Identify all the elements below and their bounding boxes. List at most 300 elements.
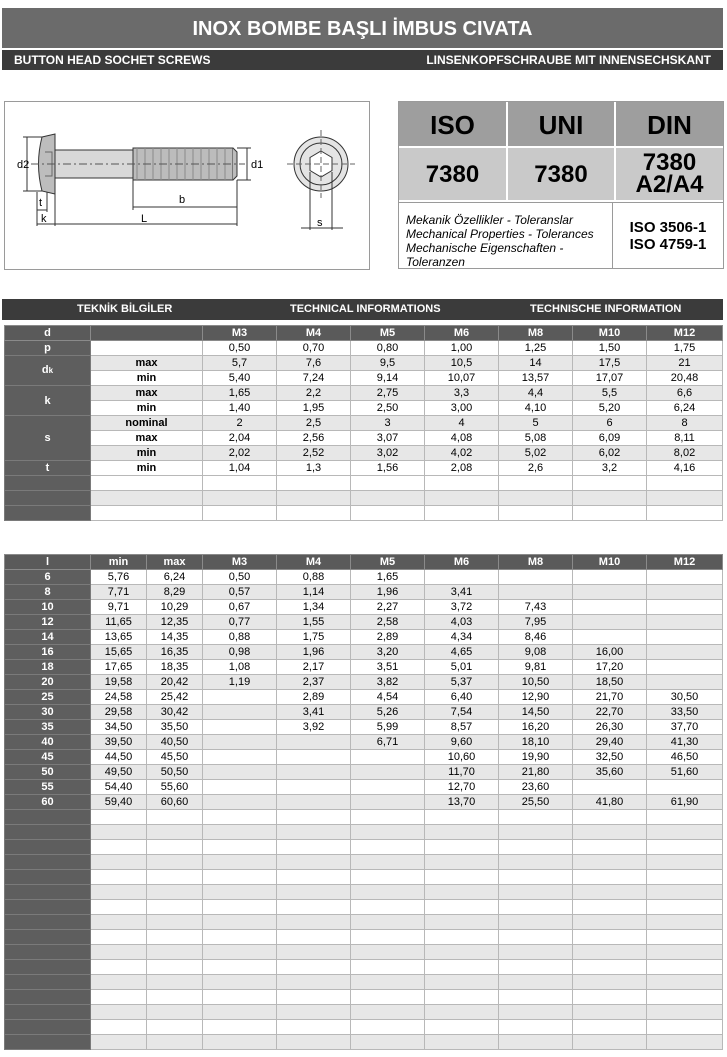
table-cell: 2,58 [351, 615, 425, 630]
empty-cell [147, 990, 203, 1005]
table-cell: 1,14 [277, 585, 351, 600]
table-cell: 14,35 [147, 630, 203, 645]
table-cell: 8,02 [647, 446, 723, 461]
empty-row [5, 945, 723, 960]
table-cell: 7,54 [425, 705, 499, 720]
table-cell: 5,40 [203, 371, 277, 386]
empty-cell [425, 476, 499, 491]
empty-cell [277, 506, 351, 521]
length-label: 60 [5, 795, 91, 810]
table-cell: 18,35 [147, 660, 203, 675]
empty-cell [147, 915, 203, 930]
empty-row [5, 915, 723, 930]
table-cell: 25,42 [147, 690, 203, 705]
table-cell: 30,50 [647, 690, 723, 705]
table-cell: 44,50 [91, 750, 147, 765]
empty-cell [147, 945, 203, 960]
length-label: 40 [5, 735, 91, 750]
empty-cell [351, 975, 425, 990]
table-cell: 2 [203, 416, 277, 431]
table-cell [499, 585, 573, 600]
empty-cell [647, 1005, 723, 1020]
table-cell: 1,00 [425, 341, 499, 356]
header-cell-d: d [5, 326, 91, 341]
table-cell: 41,30 [647, 735, 723, 750]
empty-cell [91, 930, 147, 945]
empty-cell [203, 975, 277, 990]
table-cell: 2,50 [351, 401, 425, 416]
empty-cell [425, 900, 499, 915]
empty-label-cell [5, 1005, 91, 1020]
header-cell: M3 [203, 555, 277, 570]
row-label: p [5, 341, 91, 356]
empty-cell [91, 960, 147, 975]
table-cell: 6,71 [351, 735, 425, 750]
empty-cell [425, 945, 499, 960]
empty-cell [647, 1035, 723, 1050]
empty-row [5, 840, 723, 855]
table-row [5, 750, 723, 765]
table-cell: 2,75 [351, 386, 425, 401]
empty-cell [425, 810, 499, 825]
table-cell [351, 765, 425, 780]
table-cell: 29,58 [91, 705, 147, 720]
table-cell: 16,00 [573, 645, 647, 660]
empty-cell [573, 1035, 647, 1050]
label-d2: d2 [17, 159, 30, 171]
length-label: 20 [5, 675, 91, 690]
table-cell: 6,02 [573, 446, 647, 461]
table-cell: 10,50 [499, 675, 573, 690]
table-cell: 4,02 [425, 446, 499, 461]
header-cell: M10 [573, 555, 647, 570]
empty-cell [573, 975, 647, 990]
table-cell: 12,70 [425, 780, 499, 795]
empty-cell [203, 855, 277, 870]
table-cell [203, 750, 277, 765]
table-cell: 3,92 [277, 720, 351, 735]
table-cell: 19,58 [91, 675, 147, 690]
length-label: 16 [5, 645, 91, 660]
table-cell [203, 795, 277, 810]
table-cell: 3,41 [425, 585, 499, 600]
table-cell: 3,00 [425, 401, 499, 416]
table-cell: 21,80 [499, 765, 573, 780]
table-row [5, 446, 723, 461]
length-header-row [5, 555, 723, 570]
table-cell: 21,70 [573, 690, 647, 705]
table-cell [277, 780, 351, 795]
section-label-tr: TEKNİK BİLGİLER [77, 303, 173, 315]
empty-cell [499, 945, 573, 960]
empty-cell [425, 491, 499, 506]
table-cell: 6,24 [647, 401, 723, 416]
table-cell: 1,34 [277, 600, 351, 615]
table-cell: 10,60 [425, 750, 499, 765]
table-cell: 21 [647, 356, 723, 371]
empty-cell [647, 960, 723, 975]
table-cell: 15,65 [91, 645, 147, 660]
length-label: 18 [5, 660, 91, 675]
header-cell: M5 [351, 555, 425, 570]
table-cell: 6,40 [425, 690, 499, 705]
empty-row [5, 990, 723, 1005]
empty-cell [647, 855, 723, 870]
mechanical-properties [399, 202, 613, 268]
empty-cell [277, 1035, 351, 1050]
empty-row [5, 975, 723, 990]
table-cell [647, 615, 723, 630]
table-cell: 1,25 [499, 341, 573, 356]
header-cell-size: M8 [499, 326, 573, 341]
din-value-number: 7380 [642, 149, 697, 176]
header-cell-size: M4 [277, 326, 351, 341]
table-cell: 8 [647, 416, 723, 431]
table-cell: 2,56 [277, 431, 351, 446]
empty-row [5, 870, 723, 885]
table-row [5, 630, 723, 645]
table-cell: 9,60 [425, 735, 499, 750]
empty-cell [573, 1020, 647, 1035]
empty-cell [425, 870, 499, 885]
table-cell: 3,3 [425, 386, 499, 401]
table-cell: 0,98 [203, 645, 277, 660]
empty-cell [573, 825, 647, 840]
table-cell: 1,65 [203, 386, 277, 401]
length-label: 50 [5, 765, 91, 780]
table-cell: 5,20 [573, 401, 647, 416]
empty-cell [499, 915, 573, 930]
table-row [5, 690, 723, 705]
table-row [5, 401, 723, 416]
empty-cell [91, 840, 147, 855]
table-cell: 0,77 [203, 615, 277, 630]
empty-cell [647, 1020, 723, 1035]
empty-cell [277, 990, 351, 1005]
header-cell-size: M6 [425, 326, 499, 341]
length-label: 35 [5, 720, 91, 735]
empty-cell [647, 810, 723, 825]
table-cell: 11,65 [91, 615, 147, 630]
table-cell: 4,16 [647, 461, 723, 476]
table-cell: 18,10 [499, 735, 573, 750]
subtitle-english: BUTTON HEAD SOCHET SCREWS [14, 53, 211, 67]
empty-cell [147, 930, 203, 945]
empty-cell [499, 491, 573, 506]
empty-cell [647, 900, 723, 915]
empty-label-cell [5, 491, 91, 506]
row-label: k [5, 386, 91, 416]
empty-cell [351, 915, 425, 930]
empty-cell [147, 1020, 203, 1035]
empty-cell [91, 945, 147, 960]
table-cell: 40,50 [147, 735, 203, 750]
empty-cell [277, 1020, 351, 1035]
table-cell: 16,20 [499, 720, 573, 735]
empty-cell [91, 855, 147, 870]
table-cell [573, 600, 647, 615]
row-sublabel: min [91, 446, 203, 461]
table-cell: 54,40 [91, 780, 147, 795]
empty-label-cell [5, 960, 91, 975]
empty-cell [499, 825, 573, 840]
table-cell: 9,5 [351, 356, 425, 371]
empty-cell [573, 915, 647, 930]
table-cell: 3 [351, 416, 425, 431]
table-row [5, 371, 723, 386]
label-s: s [317, 217, 323, 229]
table-cell: 1,08 [203, 660, 277, 675]
table-cell [277, 735, 351, 750]
empty-cell [147, 1035, 203, 1050]
table-row [5, 585, 723, 600]
length-label: 55 [5, 780, 91, 795]
empty-cell [147, 810, 203, 825]
table-cell: 0,88 [203, 630, 277, 645]
empty-cell [203, 915, 277, 930]
standard-value-din [616, 148, 723, 200]
table-cell [351, 750, 425, 765]
empty-cell [499, 855, 573, 870]
table-cell [573, 630, 647, 645]
empty-cell [573, 491, 647, 506]
table-cell: 1,19 [203, 675, 277, 690]
empty-cell [91, 491, 203, 506]
empty-cell [647, 491, 723, 506]
table-cell: 3,41 [277, 705, 351, 720]
row-sublabel: min [91, 401, 203, 416]
table-cell: 35,50 [147, 720, 203, 735]
empty-cell [277, 491, 351, 506]
row-sublabel: max [91, 356, 203, 371]
empty-cell [425, 825, 499, 840]
empty-cell [647, 915, 723, 930]
row-label: s [5, 416, 91, 461]
empty-cell [573, 506, 647, 521]
table-cell: 4,34 [425, 630, 499, 645]
empty-cell [203, 870, 277, 885]
empty-cell [91, 1020, 147, 1035]
table-cell [647, 780, 723, 795]
empty-cell [277, 900, 351, 915]
din-value-material: A2/A4 [635, 171, 704, 198]
table-cell: 0,50 [203, 570, 277, 585]
table-cell [203, 765, 277, 780]
table-cell: 4,54 [351, 690, 425, 705]
empty-label-cell [5, 990, 91, 1005]
empty-label-cell [5, 855, 91, 870]
empty-cell [573, 855, 647, 870]
empty-cell [147, 1005, 203, 1020]
length-label: 14 [5, 630, 91, 645]
empty-cell [351, 810, 425, 825]
table-cell: 7,6 [277, 356, 351, 371]
empty-row [5, 825, 723, 840]
iso-ref-4759: ISO 4759-1 [629, 236, 707, 253]
table-cell [203, 690, 277, 705]
empty-cell [203, 990, 277, 1005]
table-cell: 8,57 [425, 720, 499, 735]
empty-cell [351, 476, 425, 491]
empty-cell [277, 930, 351, 945]
table-cell: 5,01 [425, 660, 499, 675]
table-cell: 1,96 [277, 645, 351, 660]
standard-header-uni: UNI [508, 102, 614, 146]
table-cell: 3,72 [425, 600, 499, 615]
empty-cell [647, 476, 723, 491]
iso-ref-3506: ISO 3506-1 [629, 219, 707, 236]
empty-cell [277, 1005, 351, 1020]
empty-cell [573, 990, 647, 1005]
table-cell [647, 585, 723, 600]
table-cell: 1,40 [203, 401, 277, 416]
empty-cell [91, 885, 147, 900]
empty-cell [277, 870, 351, 885]
table-cell: 13,57 [499, 371, 573, 386]
standard-value-uni: 7380 [508, 148, 614, 200]
table-cell: 23,60 [499, 780, 573, 795]
empty-cell [573, 1005, 647, 1020]
empty-cell [277, 825, 351, 840]
empty-label-cell [5, 1020, 91, 1035]
table-row [5, 356, 723, 371]
table-row [5, 645, 723, 660]
empty-row [5, 855, 723, 870]
table-cell [647, 645, 723, 660]
empty-cell [203, 506, 277, 521]
table-cell: 9,08 [499, 645, 573, 660]
table-cell: 0,67 [203, 600, 277, 615]
table-row [5, 615, 723, 630]
table-cell: 8,11 [647, 431, 723, 446]
table-cell: 7,43 [499, 600, 573, 615]
table-cell [351, 780, 425, 795]
table-row [5, 780, 723, 795]
table-cell: 26,30 [573, 720, 647, 735]
table-cell: 24,58 [91, 690, 147, 705]
table-cell: 32,50 [573, 750, 647, 765]
table-cell: 18,50 [573, 675, 647, 690]
header-cell: M8 [499, 555, 573, 570]
table-cell: 5,37 [425, 675, 499, 690]
table-cell: 8,46 [499, 630, 573, 645]
empty-cell [91, 975, 147, 990]
empty-cell [203, 960, 277, 975]
empty-cell [425, 960, 499, 975]
table-cell: 59,40 [91, 795, 147, 810]
empty-cell [91, 1005, 147, 1020]
empty-cell [203, 900, 277, 915]
empty-cell [147, 900, 203, 915]
empty-cell [573, 870, 647, 885]
empty-cell [351, 840, 425, 855]
empty-cell [499, 840, 573, 855]
empty-cell [425, 1020, 499, 1035]
table-cell: 20,42 [147, 675, 203, 690]
header-cell: l [5, 555, 91, 570]
table-cell: 1,75 [277, 630, 351, 645]
empty-row [5, 885, 723, 900]
empty-cell [425, 506, 499, 521]
table-cell: 14,50 [499, 705, 573, 720]
table-cell: 2,02 [203, 446, 277, 461]
length-label: 45 [5, 750, 91, 765]
empty-cell [91, 990, 147, 1005]
standard-value-iso: 7380 [399, 148, 506, 200]
screw-drawing-svg [5, 102, 369, 269]
empty-label-cell [5, 945, 91, 960]
empty-cell [147, 975, 203, 990]
table-row [5, 570, 723, 585]
empty-label-cell [5, 900, 91, 915]
empty-cell [147, 840, 203, 855]
table-cell: 17,20 [573, 660, 647, 675]
table-cell: 51,60 [647, 765, 723, 780]
empty-cell [277, 855, 351, 870]
table-cell: 12,90 [499, 690, 573, 705]
empty-cell [425, 975, 499, 990]
table-cell: 5,26 [351, 705, 425, 720]
table-cell: 7,95 [499, 615, 573, 630]
dimensions-header-row [5, 326, 723, 341]
table-cell: 5,99 [351, 720, 425, 735]
empty-cell [351, 506, 425, 521]
empty-cell [351, 491, 425, 506]
empty-cell [351, 1035, 425, 1050]
empty-cell [499, 1035, 573, 1050]
table-cell: 17,07 [573, 371, 647, 386]
table-cell [573, 780, 647, 795]
table-cell: 3,02 [351, 446, 425, 461]
empty-cell [203, 1020, 277, 1035]
table-cell: 2,17 [277, 660, 351, 675]
table-row [5, 431, 723, 446]
table-cell: 1,04 [203, 461, 277, 476]
empty-label-cell [5, 1035, 91, 1050]
table-cell: 2,27 [351, 600, 425, 615]
empty-label-cell [5, 840, 91, 855]
empty-cell [647, 506, 723, 521]
table-cell: 10,29 [147, 600, 203, 615]
table-cell [425, 570, 499, 585]
subtitle-german: LINSENKOPFSCHRAUBE MIT INNENSECHSKANT [426, 53, 711, 67]
empty-row [5, 960, 723, 975]
empty-cell [573, 810, 647, 825]
table-row [5, 341, 723, 356]
empty-cell [351, 885, 425, 900]
empty-cell [351, 1020, 425, 1035]
table-cell [203, 780, 277, 795]
table-cell: 5,7 [203, 356, 277, 371]
table-cell [647, 630, 723, 645]
empty-cell [91, 915, 147, 930]
table-cell [203, 720, 277, 735]
empty-cell [203, 945, 277, 960]
row-label: dk [5, 356, 91, 386]
row-sublabel: min [91, 461, 203, 476]
length-label: 10 [5, 600, 91, 615]
label-L: L [141, 213, 148, 225]
table-cell [647, 600, 723, 615]
table-cell: 7,24 [277, 371, 351, 386]
row-sublabel: min [91, 371, 203, 386]
empty-row [5, 1020, 723, 1035]
table-cell: 7,71 [91, 585, 147, 600]
empty-cell [203, 491, 277, 506]
mechanical-line-tr: Mekanik Özellikler - Toleranslar [406, 213, 573, 227]
table-cell: 4,08 [425, 431, 499, 446]
table-cell: 0,50 [203, 341, 277, 356]
